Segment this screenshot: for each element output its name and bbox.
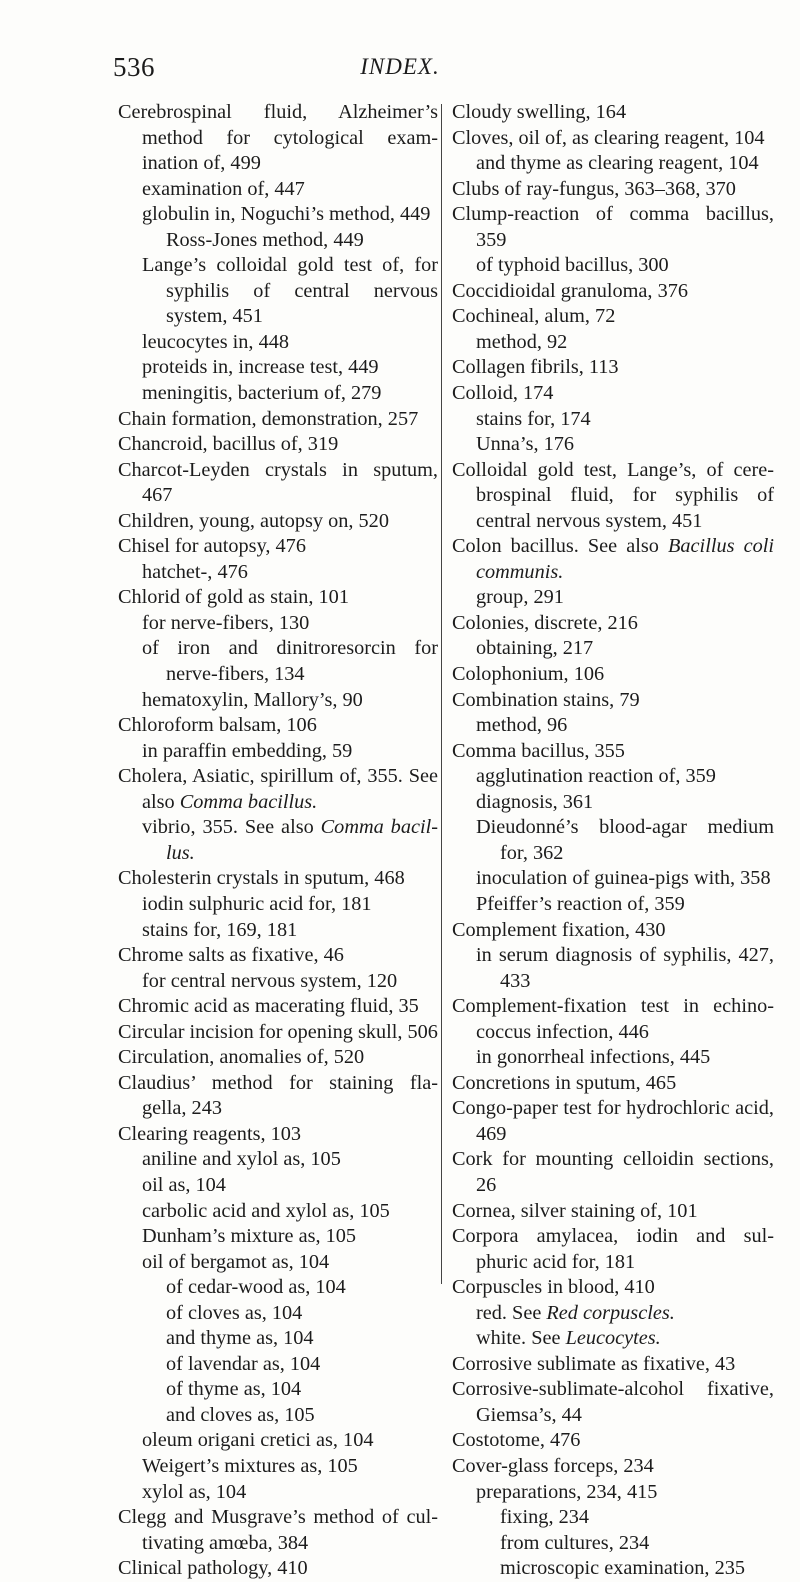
index-entry (118, 509, 438, 535)
index-entry (118, 739, 438, 765)
index-entry-text: Cloudy swelling, 164 (452, 101, 627, 123)
index-entry (118, 585, 438, 611)
index-entry (118, 407, 438, 433)
index-entry (118, 918, 438, 944)
index-entry (452, 1045, 774, 1071)
index-entry-text: Dieudonné’s blood-agar medium for, 362 (476, 816, 774, 864)
index-entry-text: of cloves as, 104 (166, 1301, 303, 1324)
index-entry-text: Cholera, Asiatic, spirillum of, 355. See also (118, 765, 438, 813)
index-entry (118, 764, 438, 815)
index-entry (452, 534, 774, 585)
index-entry (118, 330, 438, 356)
index-entry-text: and thyme as, 104 (166, 1327, 314, 1350)
index-entry (118, 994, 438, 1020)
index-entry (118, 1275, 438, 1301)
index-entry-text: stains for, 174 (476, 407, 591, 430)
index-entry-text: Clinical pathology, 410 (118, 1557, 308, 1580)
index-entry (118, 381, 438, 407)
index-entry (452, 381, 774, 407)
index-entry-text: examination of, 447 (142, 177, 305, 200)
index-entry (452, 355, 774, 381)
index-entry (452, 892, 774, 918)
index-entry (118, 1020, 438, 1046)
index-entry (452, 1480, 774, 1506)
index-entry-text: obtaining, 217 (476, 637, 594, 660)
index-entry (452, 1505, 774, 1531)
index-entry-text: Dunham’s mixture as, 105 (142, 1225, 357, 1248)
index-entry-text: Cloves, oil of, as clearing reagent, 104 (452, 126, 765, 149)
index-entry-text: of iron and dinitroresorcin for nerve-fibers, 134 (142, 637, 438, 686)
index-entry (118, 228, 438, 254)
index-column-left (118, 100, 438, 1582)
index-entry-text: Unna’s, 176 (476, 433, 575, 456)
index-entry-text: Clump-reaction of comma bacillus, 359 (452, 203, 774, 251)
index-cross-reference: Bacillus coli communis. (476, 535, 774, 583)
index-entry-text: Corrosive sublimate as fixative, 43 (452, 1352, 736, 1375)
index-entry-text: and thyme as clearing reagent, 104 (476, 152, 759, 175)
index-entry-text: agglutination reaction of, 359 (476, 765, 716, 788)
index-entry (118, 713, 438, 739)
index-entry (118, 1199, 438, 1225)
index-entry (452, 1071, 774, 1097)
index-entry (452, 636, 774, 662)
index-entry (118, 100, 438, 177)
index-entry (118, 355, 438, 381)
index-entry (452, 407, 774, 433)
index-entry (118, 1352, 438, 1378)
index-entry-text: Cornea, silver staining of, 101 (452, 1199, 698, 1222)
index-entry (452, 1147, 774, 1198)
index-entry (118, 1403, 438, 1429)
index-entry-text: Lange’s colloidal gold test of, for syphilis of central nervous system, 451 (142, 254, 438, 328)
index-entry (118, 1147, 438, 1173)
index-entry (118, 1301, 438, 1327)
index-entry (118, 560, 438, 586)
index-entry (452, 1352, 774, 1378)
index-entry-text: Concretions in sputum, 465 (452, 1071, 677, 1094)
index-entry-text: Corpuscles in blood, 410 (452, 1276, 655, 1299)
index-entry (118, 432, 438, 458)
index-entry-text: white. See (476, 1327, 566, 1350)
index-entry (452, 1531, 774, 1557)
index-entry-text: Cover-glass forceps, 234 (452, 1454, 654, 1477)
index-entry (452, 458, 774, 535)
index-entry (452, 994, 774, 1045)
index-entry (118, 1224, 438, 1250)
index-entry-text: Ross-Jones method, 449 (166, 228, 364, 251)
index-entry (118, 1045, 438, 1071)
index-entry (118, 534, 438, 560)
index-entry (452, 790, 774, 816)
index-entry (452, 1556, 774, 1582)
index-entry-text: Colloidal gold test, Lange’s, of cere- brospinal fluid, for syphilis of central nervous system, 451 (452, 458, 774, 532)
index-entry (452, 1224, 774, 1275)
index-column-right (452, 100, 774, 1582)
index-entry-text: from cultures, 234 (500, 1531, 650, 1554)
index-entry (452, 1301, 774, 1327)
column-divider (441, 104, 442, 1284)
index-entry (452, 943, 774, 994)
index-entry (118, 1250, 438, 1276)
index-entry-text: oleum origani cretici as, 104 (142, 1429, 374, 1452)
index-entry-text: Congo-paper test for hydrochloric acid, 469 (452, 1097, 774, 1145)
index-entry-text: Colloid, 174 (452, 382, 554, 405)
index-entry (452, 713, 774, 739)
index-cross-reference: Comma bacil- lus. (166, 816, 438, 864)
index-entry-text: hatchet-, 476 (142, 560, 248, 583)
index-entry (118, 1480, 438, 1506)
index-cross-reference: Red corpuscles. (546, 1301, 675, 1324)
index-entry (118, 1377, 438, 1403)
index-entry-text: Pfeiffer’s reaction of, 359 (476, 892, 685, 915)
index-entry-text: Coccidioidal granuloma, 376 (452, 279, 688, 302)
index-entry-text: Chrome salts as fixative, 46 (118, 944, 344, 967)
index-entry-text: Weigert’s mixtures as, 105 (142, 1454, 358, 1477)
page-header (0, 52, 800, 92)
index-entry (452, 432, 774, 458)
index-entry (452, 662, 774, 688)
index-entry-text: diagnosis, 361 (476, 790, 594, 813)
index-entry (118, 1505, 438, 1556)
index-entry-text: Collagen fibrils, 113 (452, 356, 619, 379)
index-entry-text: Combination stains, 79 (452, 688, 640, 711)
index-entry-text: Colophonium, 106 (452, 663, 605, 686)
index-entry (118, 636, 438, 687)
index-entry (118, 1122, 438, 1148)
index-entry-text: Chloroform balsam, 106 (118, 714, 317, 737)
index-entry (452, 739, 774, 765)
index-cross-reference: Leucocytes. (565, 1327, 661, 1350)
index-entry (452, 202, 774, 253)
index-entry (118, 202, 438, 228)
index-entry-text: for central nervous system, 120 (142, 969, 398, 992)
index-entry-text: Corpora amylacea, iodin and sul- phuric acid for, 181 (452, 1225, 774, 1273)
index-entry-text: Circular incision for opening skull, 506 (118, 1020, 438, 1043)
index-entry-text: Colonies, discrete, 216 (452, 611, 638, 634)
index-entry (452, 866, 774, 892)
index-entry (118, 1071, 438, 1122)
index-entry-text: method, 96 (476, 714, 568, 737)
index-entry-text: Chlorid of gold as stain, 101 (118, 586, 349, 609)
index-entry-text: Clubs of ray-fungus, 363–368, 370 (452, 177, 736, 200)
index-entry-text: for nerve-fibers, 130 (142, 611, 310, 634)
index-entry-text: iodin sulphuric acid for, 181 (142, 892, 372, 915)
index-entry (452, 177, 774, 203)
index-entry-text: Cochineal, alum, 72 (452, 305, 616, 328)
index-entry-text: leucocytes in, 448 (142, 330, 289, 353)
index-entry (452, 151, 774, 177)
index-entry (452, 585, 774, 611)
index-entry-text: group, 291 (476, 586, 564, 609)
index-entry-text: Children, young, autopsy on, 520 (118, 509, 389, 532)
index-entry-text: Corrosive-sublimate-alcohol fixative, Giemsa’s, 44 (452, 1378, 774, 1426)
index-entry (452, 611, 774, 637)
index-entry-text: in gonorrheal infections, 445 (476, 1046, 711, 1069)
index-entry-text: oil as, 104 (142, 1173, 226, 1196)
index-entry-text: oil of bergamot as, 104 (142, 1250, 330, 1273)
index-entry-text: inoculation of guinea-pigs with, 358 (476, 867, 771, 890)
index-entry (118, 688, 438, 714)
index-entry (118, 1428, 438, 1454)
index-entry-text: preparations, 234, 415 (476, 1480, 658, 1503)
index-entry-text: in paraffin embedding, 59 (142, 739, 353, 762)
index-entry (118, 1556, 438, 1582)
index-entry-text: method, 92 (476, 330, 568, 353)
index-entry (452, 330, 774, 356)
index-entry (452, 1275, 774, 1301)
index-entry-text: vibrio, 355. See also (142, 816, 321, 839)
index-entry-text: proteids in, increase test, 449 (142, 356, 379, 379)
index-entry-text: microscopic examination, 235 (500, 1557, 745, 1580)
index-entry (452, 1454, 774, 1480)
index-entry-text: Cork for mounting celloidin sections, 26 (452, 1148, 774, 1196)
index-entry-text: fixing, 234 (500, 1506, 590, 1529)
index-entry-text: Chromic acid as macerating fluid, 35 (118, 995, 419, 1018)
index-entry-text: meningitis, bacterium of, 279 (142, 382, 382, 405)
index-entry (118, 1454, 438, 1480)
index-entry-text: Clearing reagents, 103 (118, 1122, 302, 1145)
index-entry-text: aniline and xylol as, 105 (142, 1148, 341, 1171)
index-entry-text: Clegg and Musgrave’s method of cul- tivating amœba, 384 (118, 1506, 438, 1554)
index-entry (452, 688, 774, 714)
index-entry (118, 177, 438, 203)
index-entry (118, 866, 438, 892)
page-number: 536 (113, 52, 155, 82)
index-entry (452, 126, 774, 152)
index-entry-text: globulin in, Noguchi’s method, 449 (142, 203, 431, 226)
index-entry (452, 1199, 774, 1225)
index-entry (118, 253, 438, 330)
index-entry-text: red. See (476, 1301, 547, 1324)
index-entry-text: Complement-fixation test in echino- coccus infection, 446 (452, 995, 774, 1043)
index-entry (118, 611, 438, 637)
index-entry-text: Claudius’ method for staining fla- gella, 243 (118, 1071, 438, 1120)
index-entry (118, 815, 438, 866)
index-entry (452, 1326, 774, 1352)
index-cross-reference: Comma bacillus. (179, 790, 318, 813)
index-entry-text: of cedar-wood as, 104 (166, 1276, 346, 1299)
index-entry (452, 253, 774, 279)
index-entry (452, 764, 774, 790)
index-entry-text: in serum diagnosis of syphilis, 427, 433 (476, 944, 774, 992)
index-entry-text: of lavendar as, 104 (166, 1352, 321, 1375)
index-entry-text: Complement fixation, 430 (452, 918, 666, 941)
index-entry-text: Colon bacillus. See also (452, 535, 669, 558)
index-entry-text: Chancroid, bacillus of, 319 (118, 433, 339, 456)
index-entry-text: Costotome, 476 (452, 1429, 581, 1452)
index-entry-text: Circulation, anomalies of, 520 (118, 1046, 365, 1069)
index-entry-text: stains for, 169, 181 (142, 918, 298, 941)
index-entry (118, 969, 438, 995)
index-entry (118, 943, 438, 969)
index-entry (452, 304, 774, 330)
index-entry (452, 1096, 774, 1147)
index-entry (118, 892, 438, 918)
index-entry-text: Chain formation, demonstration, 257 (118, 407, 419, 430)
index-entry-text: and cloves as, 105 (166, 1403, 315, 1426)
index-entry-text: Charcot-Leyden crystals in sputum, 467 (118, 458, 438, 507)
index-entry (118, 1326, 438, 1352)
index-entry-text: hematoxylin, Mallory’s, 90 (142, 688, 363, 711)
index-entry-text: of typhoid bacillus, 300 (476, 254, 669, 277)
index-entry-text: carbolic acid and xylol as, 105 (142, 1199, 390, 1222)
index-entry (452, 279, 774, 305)
index-entry (452, 918, 774, 944)
index-entry (118, 458, 438, 509)
index-entry (118, 1173, 438, 1199)
index-entry (452, 1428, 774, 1454)
index-entry-text: Comma bacillus, 355 (452, 739, 625, 762)
index-entry (452, 1377, 774, 1428)
index-entry (452, 815, 774, 866)
index-entry-text: of thyme as, 104 (166, 1378, 302, 1401)
index-entry-text: Cholesterin crystals in sputum, 468 (118, 867, 405, 890)
index-entry-text: Chisel for autopsy, 476 (118, 535, 306, 558)
index-entry (452, 100, 774, 126)
index-entry-text: Cerebrospinal fluid, Alzheimer’s method for cytological exam- ination of, 499 (118, 101, 438, 175)
running-title: INDEX. (360, 54, 440, 79)
index-entry-text: xylol as, 104 (142, 1480, 247, 1503)
